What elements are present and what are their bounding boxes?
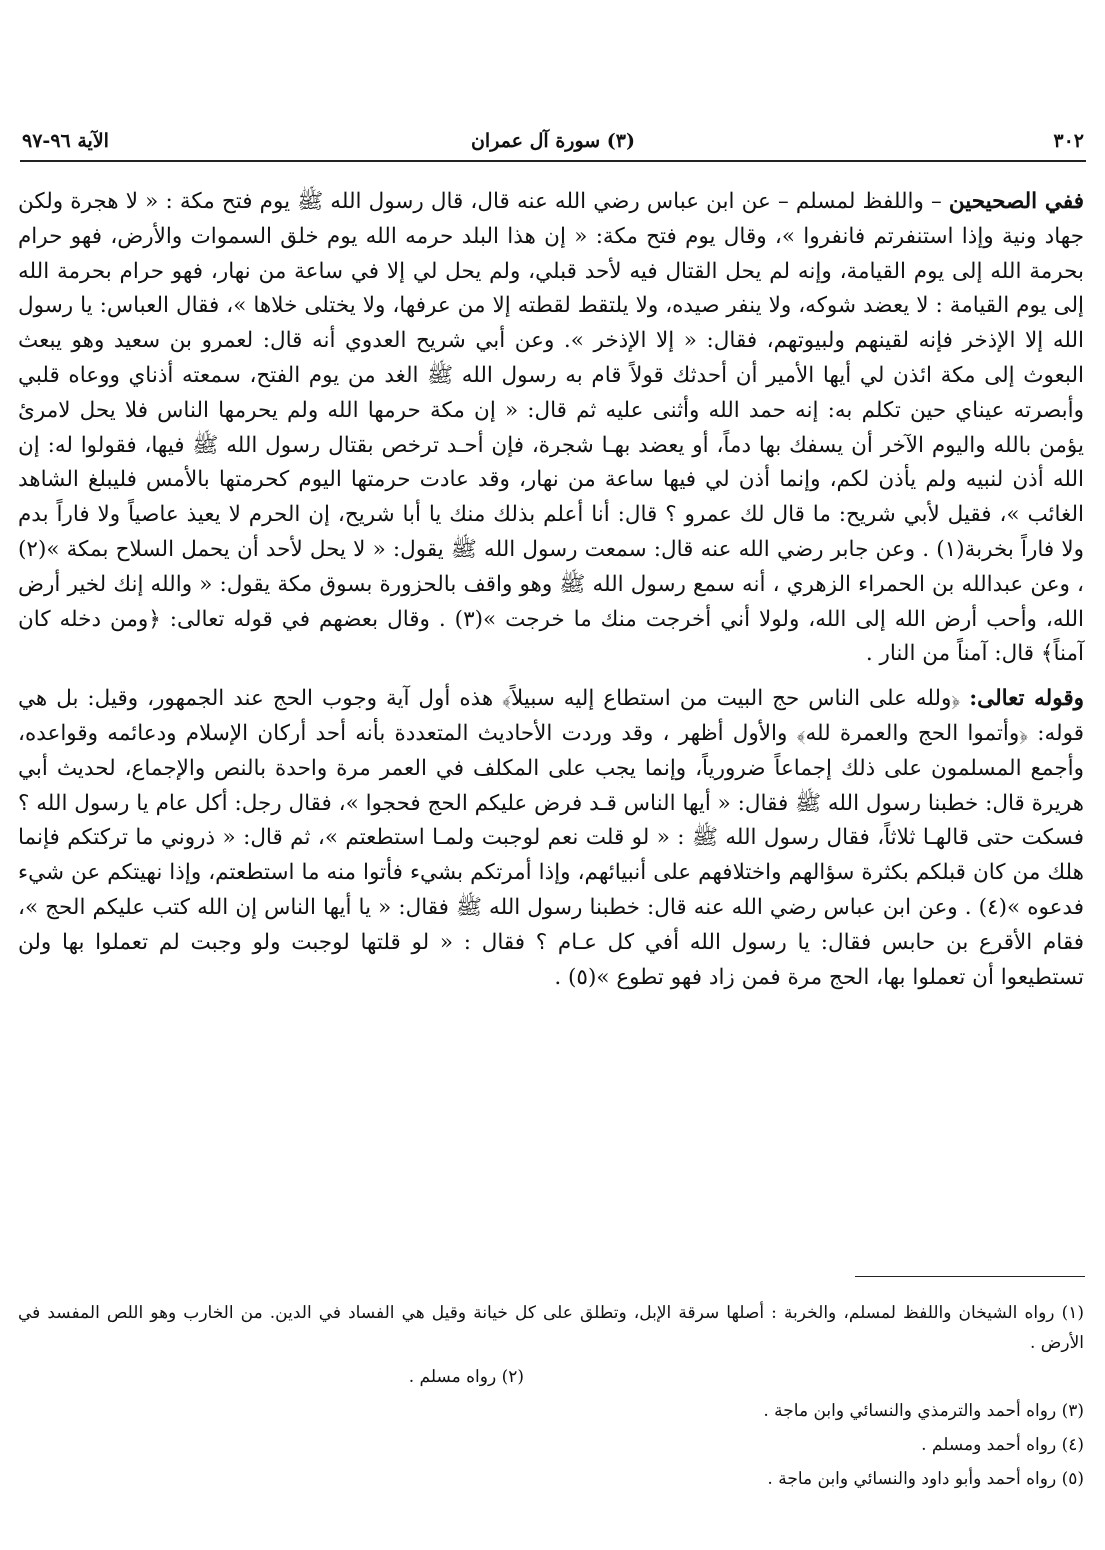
paragraph-lead: وقوله تعالى: [969, 686, 1084, 712]
footnote-4: (٤) رواه أحمد ومسلم . [921, 1435, 1084, 1455]
paragraph-sahihayn [18, 185, 1084, 672]
paragraph-text: ﴿ولله على الناس حج البيت من استطاع إليه سبيلاً﴾ هذه أول آية وجوب الحج عند الجمهور، وقيل: بل هي قوله: ﴿وأتموا الحج والعمرة لله﴾ والأول أظهر ، وقد وردت الأحاديث المتعددة بأنه أحد أركان الإسلام ودعائمه وقواعده، وأجمع المسلمون على ذلك إجماعاً ضرورياً، وإنما يجب على المكلف في العمر مرة واحدة بالنص والإجماع، لحديث أبي هريرة قال: خطبنا رسول الله ﷺ فقال: « أيها الناس قـد فرض عليكم الحج فحجوا »، فقال رجل: أكل عام يا رسول الله ؟ فسكت حتى قالهـا ثلاثاً، فقال رسول الله ﷺ : « لو قلت نعم لوجبت ولمـا استطعتم »، ثم قال: « ذروني ما تركتكم فإنما هلك من كان قبلكم بكثرة سؤالهم واختلافهم على أنبيائهم، وإذا أمرتكم بشيء فأتوا منه ما استطعتم، وإذا نهيتكم عن شيء فدعوه »(٤) . وعن ابن عباس رضي الله عنه قال: خطبنا رسول الله ﷺ فقال: « يا أيها الناس إن الله كتب عليكم الحج »، فقام الأقرع بن حابس فقال: يا رسول الله أفي كل عـام ؟ فقال : « لو قلتها لوجبت ولو وجبت لم تعملوا بها ولن تستطيعوا أن تعملوا بها، الحج مرة فمن زاد فهو تطوع »(٥) . [18, 686, 1084, 990]
page-number: ٣٠٢ [1053, 130, 1084, 152]
footnote-5: (٥) رواه أحمد وأبو داود والنسائي وابن ماجة . [767, 1469, 1084, 1489]
paragraph-lead: ففي الصحيحين [948, 189, 1084, 214]
footnote-1: (١) رواه الشيخان واللفظ لمسلم، والخربة : أصلها سرقة الإبل، وتطلق على كل خيانة وقيل هي الفساد في الدين. من الخارب وهو اللص المفسد في الأرض . [18, 1303, 1084, 1353]
main-text [18, 185, 1084, 995]
footnote-2: (٢) رواه مسلم . [408, 1367, 524, 1387]
running-header [22, 126, 1084, 158]
footnote-3: (٣) رواه أحمد والترمذي والنسائي وابن ماجة . [763, 1401, 1084, 1421]
surah-title: (٣) سورة آل عمران [470, 130, 636, 152]
footnote-rule [855, 1276, 1085, 1277]
paragraph-hajj [18, 682, 1084, 995]
paragraph-text: – واللفظ لمسلم – عن ابن عباس رضي الله عنه قال، قال رسول الله ﷺ يوم فتح مكة : « لا هجرة ولكن جهاد ونية وإذا استنفرتم فانفروا »، وقال يوم فتح مكة: « إن هذا البلد حرمه الله يوم خلق السموات والأرض، فهو حرام بحرمة الله إلى يوم القيامة، وإنه لم يحل القتال فيه لأحد قبلي، ولم يحل لي إلا في ساعة من نهار، فهو حرام بحرمة الله إلى يوم القيامة : لا يعضد شوكه، ولا ينفر صيده، ولا يلتقط لقطته إلا من عرفها، ولا يختلى خلاها »، فقال العباس: يا رسول الله إلا الإذخر فإنه لقينهم ولبيوتهم، فقال: « إلا الإذخر ». وعن أبي شريح العدوي أنه قال: لعمرو بن سعيد وهو يبعث البعوث إلى مكة ائذن لي أيها الأمير أن أحدثك قولاً قام به رسول الله ﷺ الغد من يوم الفتح، سمعته أذناي ووعاه قلبي وأبصرته عيناي حين تكلم به: إنه حمد الله وأثنى عليه ثم قال: « إن مكة حرمها الله ولم يحرمها الناس فلا يحل لامرئ يؤمن بالله واليوم الآخر أن يسفك بها دماً، أو يعضد بهـا شجرة، فإن أحـد ترخص بقتال رسول الله ﷺ فيها، فقولوا له: إن الله أذن لنبيه ولم يأذن لكم، وإنما أذن لي فيها ساعة من نهار، وقد عادت حرمتها اليوم كحرمتها بالأمس فليبلغ الشاهد الغائب »، فقيل لأبي شريح: ما قال لك عمرو ؟ قال: أنا أعلم بذلك منك يا أبا شريح، إن الحرم لا يعيذ عاصياً ولا فاراً بدم ولا فاراً بخربة(١) . وعن جابر رضي الله عنه قال: سمعت رسول الله ﷺ يقول: « لا يحل لأحد أن يحمل السلاح بمكة »(٢) ، وعن عبدالله بن الحمراء الزهري ، أنه سمع رسول الله ﷺ وهو واقف بالحزورة بسوق مكة يقول: « والله إنك لخير أرض الله، وأحب أرض الله إلى الله، ولولا أني أخرجت منك ما خرجت »(٣) . وقال بعضهم في قوله تعالى: ﴿ومن دخله كان آمناً﴾ قال: آمناً من النار . [18, 189, 1084, 667]
header-rule [20, 160, 1086, 162]
ayah-range: الآية ٩٦-٩٧ [22, 130, 109, 152]
footnotes [18, 1298, 1084, 1494]
